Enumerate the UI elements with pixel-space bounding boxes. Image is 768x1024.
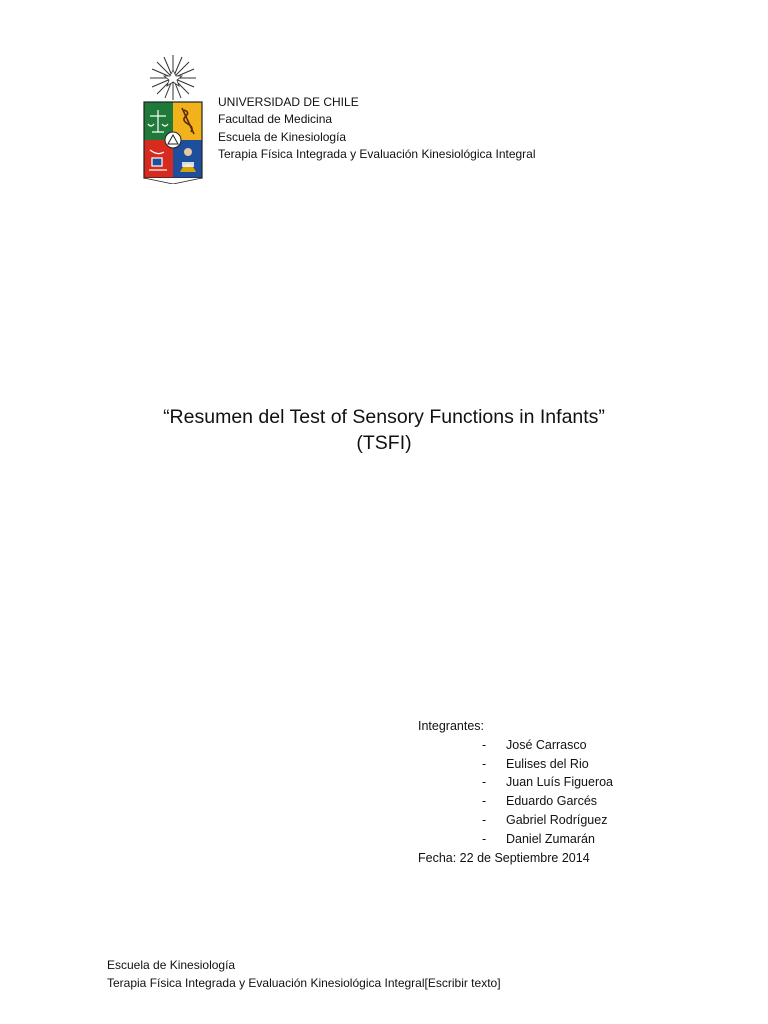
footer-course: Terapia Física Integrada y Evaluación Kinesiológica Integral[Escribir texto] [107,975,501,990]
members-list [418,736,614,849]
list-bullet: - [482,775,487,790]
shield [144,102,202,184]
member-name: Gabriel Rodríguez [506,812,608,827]
title-line-2: (TSFI) [356,432,412,454]
list-item [418,792,598,811]
member-name: Daniel Zumarán [506,831,595,846]
school-name: Escuela de Kinesiología [218,129,347,144]
list-item [418,773,614,792]
document-date: Fecha: 22 de Septiembre 2014 [418,850,590,865]
list-item [418,811,608,830]
document-title [0,404,768,456]
faculty-name: Facultad de Medicina [218,112,333,127]
list-bullet: - [482,794,487,809]
member-name: Eduardo Garcés [506,794,598,809]
institution-header [218,94,536,163]
footer-school: Escuela de Kinesiología [107,958,236,972]
university-name: UNIVERSIDAD DE CHILE [218,95,359,109]
page-footer [107,957,501,992]
list-bullet: - [482,737,487,752]
university-crest-icon [138,54,208,184]
title-line-1: “Resumen del Test of Sensory Functions in Infants” [163,406,605,428]
member-name: Juan Luís Figueroa [506,775,614,790]
course-name: Terapia Física Integrada y Evaluación Kinesiológica Integral [218,146,536,161]
members-label: Integrantes: [418,719,485,733]
list-item [418,830,595,849]
list-bullet: - [482,831,487,846]
list-item [418,755,590,774]
members-section [418,717,614,867]
member-name: José Carrasco [506,737,587,752]
list-item [418,736,590,755]
list-bullet: - [482,812,487,827]
member-name: Eulises del Rio [506,756,589,771]
list-bullet: - [482,756,487,771]
